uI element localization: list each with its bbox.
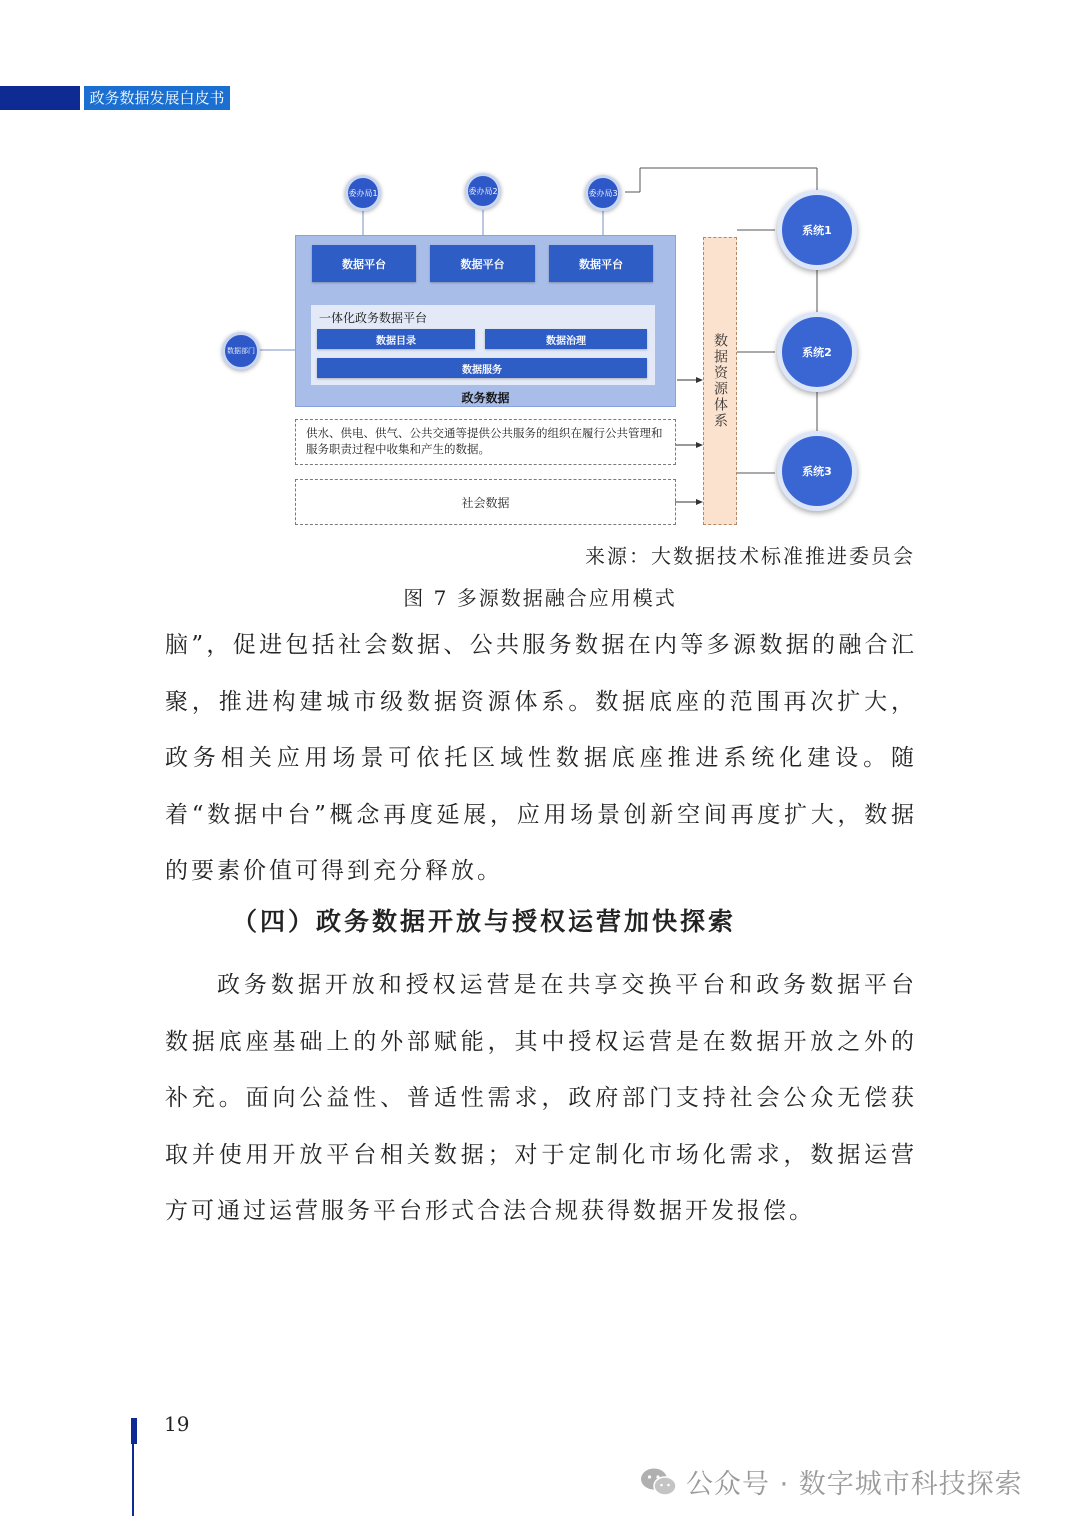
governance-box: 数据治理 — [485, 329, 647, 349]
public-data-box: 供水、供电、供气、公共交通等提供公共服务的组织在履行公共管理和服务职责过程中收集和产生的数据。 — [295, 419, 676, 465]
body-paragraph: 脑”，促进包括社会数据、公共服务数据在内等多源数据的融合汇聚，推进构建城市级数据资源体系。数据底座的范围再次扩大，政务相关应用场景可依托区域性数据底座推进系统化建设。随着“数据中台”概念再度延展，应用场景创新空间再度扩大，数据的要素价值可得到充分释放。 — [165, 632, 917, 884]
header-title: 政务数据发展白皮书 — [84, 86, 230, 110]
bureau-node: 委办局1 — [345, 175, 381, 211]
system-node: 系统2 — [777, 312, 857, 392]
gov-data-label: 政务数据 — [461, 391, 510, 405]
system-node: 系统3 — [777, 431, 857, 511]
wechat-icon — [640, 1467, 678, 1497]
figure-source: 来源：大数据技术标准推进委员会 — [585, 544, 915, 568]
page-number: 19 — [164, 1412, 190, 1436]
platform-box: 数据平台 — [549, 245, 653, 282]
body-paragraph: 政务数据开放和授权运营是在共享交换平台和政务数据平台数据底座基础上的外部赋能，其中授权运营是在数据开放之外的补充。面向公益性、普适性需求，政府部门支持社会公众无偿获取并使用开放平台相关数据；对于定制化市场化需求，数据运营方可通过运营服务平台形式合法合规获得数据开发报偿。 — [165, 972, 917, 1224]
system-node: 系统1 — [777, 190, 857, 270]
fusion-diagram — [215, 165, 865, 530]
platform-box: 数据平台 — [312, 245, 416, 282]
watermark-text: 公众号 · 数字城市科技探索 — [686, 1469, 1023, 1500]
platform-box: 数据平台 — [430, 245, 535, 282]
catalog-box: 数据目录 — [317, 329, 475, 349]
department-node: 数据部门 — [222, 332, 260, 370]
integrated-platform-title: 一体化政务数据平台 — [319, 311, 428, 325]
footer-mark — [131, 1418, 137, 1444]
social-data-box: 社会数据 — [295, 479, 676, 525]
service-box: 数据服务 — [317, 358, 647, 378]
figure-caption: 图 7 多源数据融合应用模式 — [403, 586, 677, 610]
header-accent-bar — [0, 86, 80, 110]
watermark — [640, 1462, 1023, 1501]
bureau-node: 委办局3 — [585, 175, 621, 211]
bureau-node: 委办局2 — [465, 173, 501, 209]
resource-system: 数据资源体系 — [703, 237, 737, 525]
section-heading: （四）政务数据开放与授权运营加快探索 — [232, 907, 737, 936]
